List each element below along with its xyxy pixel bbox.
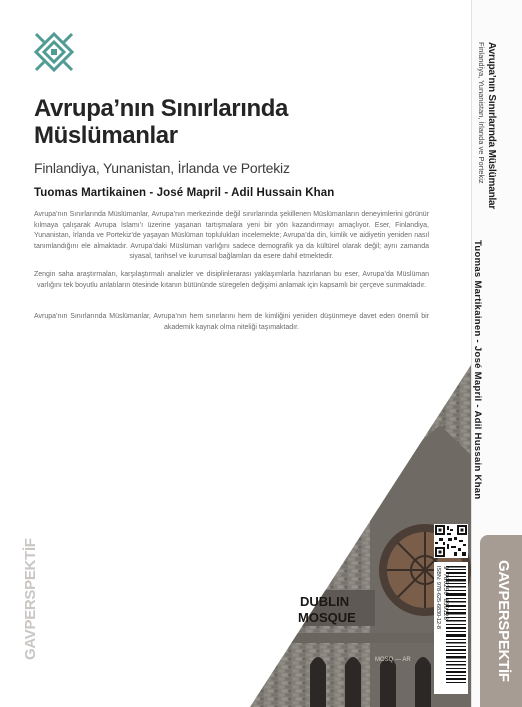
photo-sign-small: MOSQ — AR [375, 657, 411, 663]
photo-sign-line1: DUBLIN [300, 594, 350, 609]
publisher-vertical-logo: GAVPERSPEKTİF [22, 538, 39, 660]
authors: Tuomas Martikainen - José Mapril - Adil Hussain Khan [34, 187, 335, 199]
photo-sign-line2: MOSQUE [298, 610, 356, 625]
logo-emblem-icon [34, 32, 74, 72]
description-paragraph-1: Avrupa’nın Sınırlarında Müslümanlar, Avrupa’nın merkezinde değil sınırlarında şekillenen Müslümanların deneyimlerini görünür kılmaya çalışarak Avrupa İslamı’ı üzerine yaşanan tartışmalara yeni bir yön kazandırmayı amaçlıyor. Eser, Finlandiya, Yunanistan, İrlanda ve Portekiz’de yaşayan Müslüman toplulukları incelemekte; Avrupa’da din, kimlik ve aidiyetin yeniden nasıl tanımlandığını ele almaktadır. Avrupa’daki Müslüman varlığını sadece demografik ya da kültürel olarak değil; aynı zamanda siyasal, tarihsel ve kurumsal bağlamları da esere dahil etmektedir. [34, 211, 429, 260]
spine-subtitle: Finlandiya, Yunanistan, İrlanda ve Portekiz [477, 42, 486, 184]
barcode-icon [434, 562, 468, 694]
spine-authors: Tuomas Martikainen - José Mapril - Adil Hussain Khan [472, 240, 483, 500]
spine-title: Avrupa’nın Sınırlarında Müslümanlar [486, 42, 497, 210]
book-subtitle: Finlandiya, Yunanistan, İrlanda ve Portekiz [34, 160, 290, 176]
description-paragraph-3: Avrupa’nın Sınırlarında Müslümanlar, Avrupa’nın hem sınırlarını hem de kimliğini yeniden düşünmeye davet eden önemli bir akademik kaynak olma niteliği taşımaktadır. [34, 313, 429, 331]
barcode-digits: 9 786256 830128 [442, 566, 449, 621]
spine-publisher: GAVPERSPEKTİF [495, 560, 512, 682]
spine-publisher-badge [480, 535, 522, 707]
qr-code-icon [434, 524, 468, 558]
book-title: Avrupa’nın Sınırlarında Müslümanlar [34, 95, 288, 149]
description-paragraph-2: Zengin saha araştırmaları, karşılaştırmalı analizler ve disiplinlerarası yaklaşımlarla hazırlanan bu eser, Avrupa’da Müslüman varlığını tek boyutlu anlatıların ötesinde kıtanın bütününde süregelen değişimi anlamak için kapsamlı bir çerçeve sunmaktadır. [34, 271, 429, 289]
isbn-text: ISBN: 978-625-6830-12-8 [435, 566, 441, 629]
